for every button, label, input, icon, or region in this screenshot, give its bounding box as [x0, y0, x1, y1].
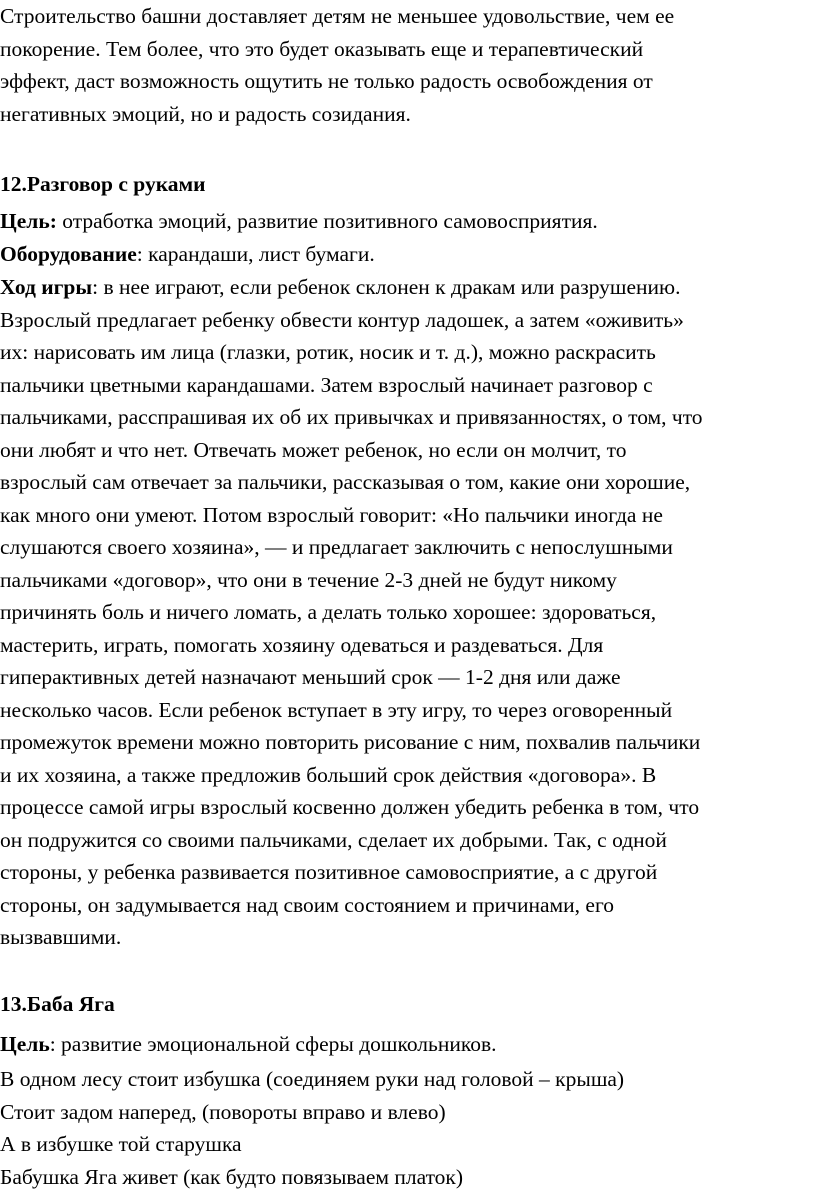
- intro-line: эффект, даст возможность ощутить не только радость освобождения от: [0, 69, 653, 93]
- verse-line: В одном лесу стоит избушка (соединяем руки над головой – крыша): [0, 1067, 625, 1091]
- section-12-course: [0, 271, 812, 954]
- section-13-goal: [0, 1028, 812, 1061]
- equipment-line: [0, 238, 812, 271]
- course-line: промежуток времени можно повторить рисование с ним, похвалив пальчики: [0, 730, 701, 754]
- section-13-verse: [0, 1063, 812, 1193]
- verse-line: А в избушке той старушка: [0, 1132, 242, 1156]
- course-line: стороны, у ребенка развивается позитивное самовосприятие, а с другой: [0, 860, 658, 884]
- course-line: Взрослый предлагает ребенку обвести контур ладошек, а затем «оживить»: [0, 307, 684, 332]
- goal-line: [0, 205, 812, 238]
- intro-line: покорение. Тем более, что это будет оказывать еще и терапевтический: [0, 36, 644, 61]
- section-13-heading: [0, 988, 812, 1021]
- section-12-equipment: [0, 238, 812, 271]
- course-line: пальчики цветными карандашами. Затем взрослый начинает разговор с: [0, 372, 653, 397]
- verse-line: Бабушка Яга живет (как будто повязываем платок): [0, 1164, 464, 1189]
- goal-label: Цель: [0, 1032, 50, 1056]
- course-line: пальчиками «договор», что они в течение 2-3 дней не будут никому: [0, 567, 617, 592]
- course-first-text: : в нее играют, если ребенок склонен к дракам или разрушению.: [92, 275, 681, 299]
- goal-label: Цель:: [0, 209, 57, 233]
- course-line: слушаются своего хозяина», — и предлагает заключить с непослушными: [0, 535, 673, 559]
- verse-line: Стоит задом наперед, (повороты вправо и влево): [0, 1099, 446, 1124]
- course-line: причинять боль и ничего ломать, а делать только хорошее: здороваться,: [0, 600, 657, 624]
- intro-line: Строительство башни доставляет детям не меньшее удовольствие, чем ее: [0, 4, 675, 28]
- goal-text: отработка эмоций, развитие позитивного самовосприятия.: [56, 209, 598, 233]
- course-line: их: нарисовать им лица (глазки, ротик, носик и т. д.), можно раскрасить: [0, 340, 656, 364]
- course-line: процессе самой игры взрослый косвенно должен убедить ребенка в том, что: [0, 795, 700, 819]
- section-13-title: 13.Баба Яга: [0, 992, 115, 1016]
- course-line: взрослый сам отвечает за пальчики, рассказывая о том, какие они хорошие,: [0, 470, 691, 494]
- section-12-title: 12.Разговор с руками: [0, 172, 206, 196]
- course-line: мастерить, играть, помогать хозяину одеваться и раздеваться. Для: [0, 632, 604, 657]
- course-line: несколько часов. Если ребенок вступает в эту игру, то через оговоренный: [0, 697, 673, 722]
- course-line: гиперактивных детей назначают меньший срок — 1-2 дня или даже: [0, 665, 621, 689]
- equipment-text: : карандаши, лист бумаги.: [136, 242, 375, 266]
- equipment-label: Оборудование: [0, 242, 137, 266]
- goal-line: [0, 1028, 812, 1061]
- course-line: [0, 271, 812, 304]
- goal-text: : развитие эмоциональной сферы дошкольников.: [49, 1032, 497, 1056]
- intro-line: негативных эмоций, но и радость созидания.: [0, 101, 411, 126]
- course-line: и их хозяина, а также предложив больший срок действия «договора». В: [0, 762, 657, 787]
- course-line: они любят и что нет. Отвечать может ребенок, но если он молчит, то: [0, 437, 627, 462]
- section-12-heading: [0, 168, 812, 201]
- course-line: стороны, он задумывается над своим состоянием и причинами, его: [0, 892, 614, 917]
- section-12-goal: [0, 205, 812, 238]
- course-line: пальчиками, расспрашивая их об их привычках и привязанностях, о том, что: [0, 405, 703, 429]
- course-line: как много они умеют. Потом взрослый говорит: «Но пальчики иногда не: [0, 502, 663, 527]
- course-label: Ход игры: [0, 275, 93, 299]
- intro-paragraph: [0, 0, 812, 130]
- course-line: вызвавшими.: [0, 925, 122, 949]
- course-line: он подружится со своими пальчиками, сделает их добрыми. Так, с одной: [0, 827, 667, 852]
